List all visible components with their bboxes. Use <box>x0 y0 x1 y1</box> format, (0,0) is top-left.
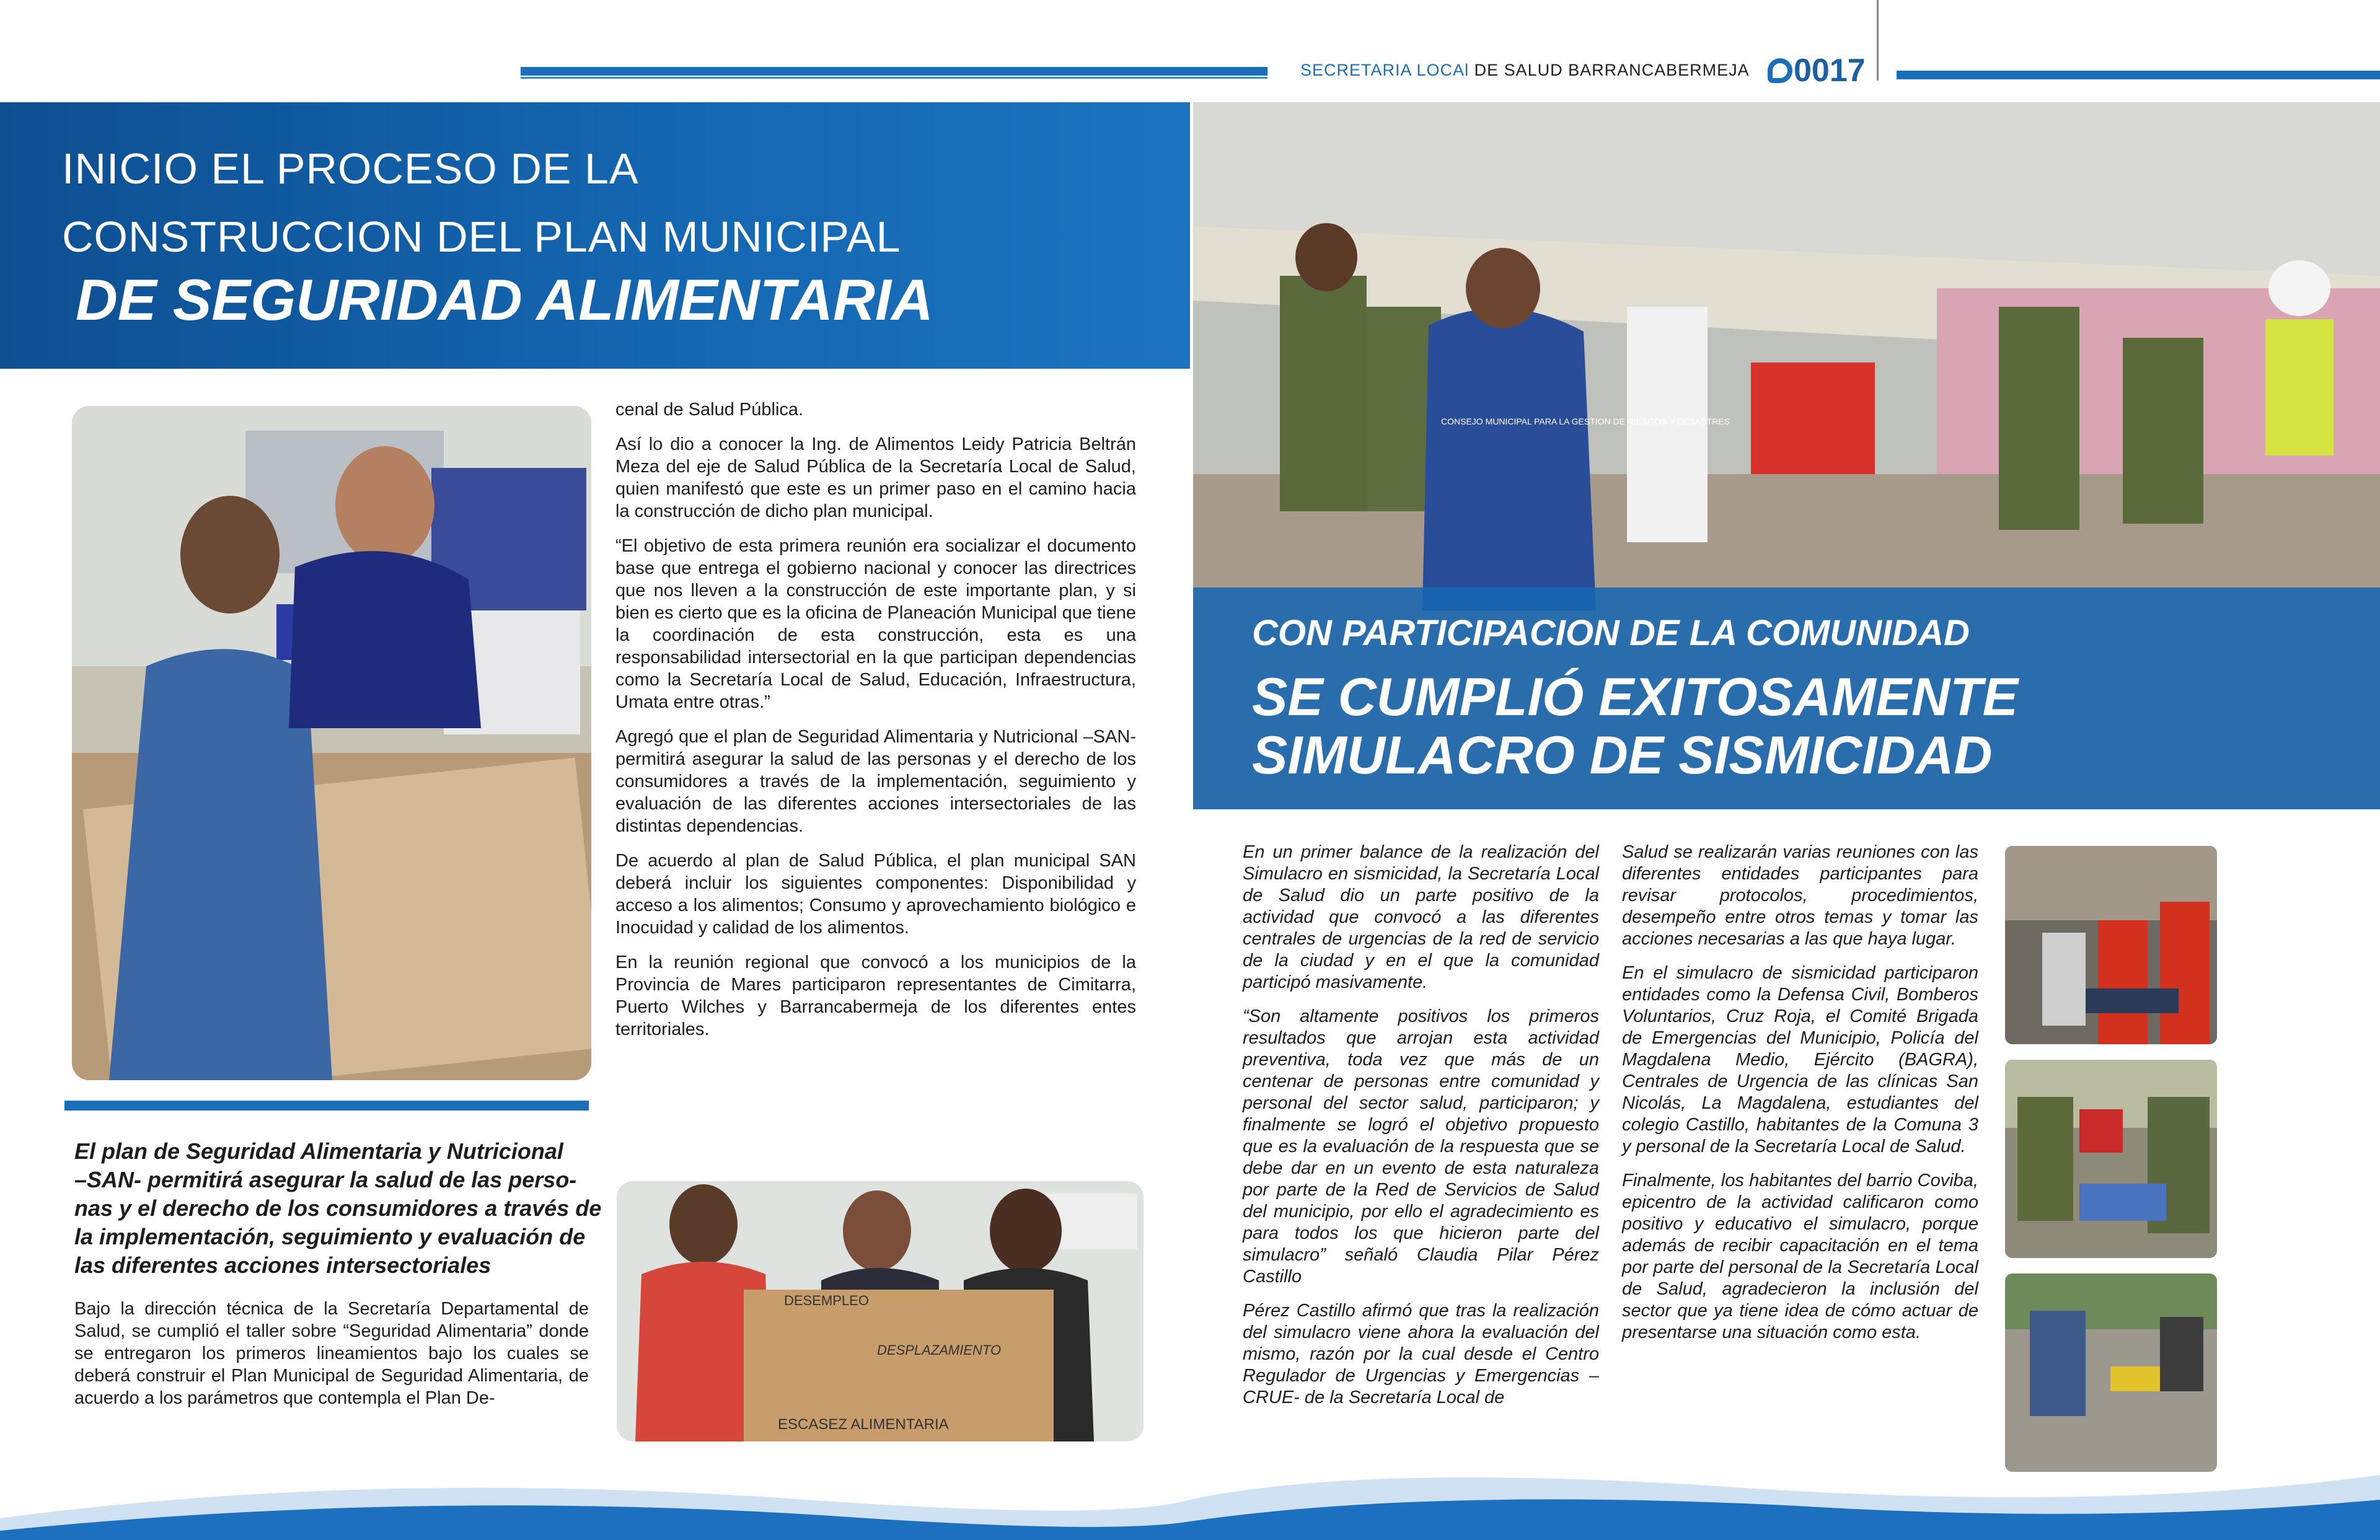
page-number <box>1768 52 1866 89</box>
soldiers-photo-icon <box>2005 1060 2217 1258</box>
left-col2-p5: De acuerdo al plan de Salud Pública, el plan municipal SAN deberá incluir los siguientes componentes: Disponibilidad y acceso a los alimentos; Consumo y aprovechamiento biológico e Inocuidad y calidad de los alimentos. <box>615 851 1136 938</box>
bottom-wave <box>0 1463 2380 1540</box>
right-col1-p2: “Son altamente positivos los primeros resultados que arrojan esta actividad preventiva, toda vez que más de un centenar de personas entre comunidad y personal del sector salud, participaron; y finalmente se logró el objetivo propuesto que es la evaluación de la respuesta que se debe dar en un evento de esta naturaleza por parte de la Red de Servicios de Salud del municipio, por ello el agradecimiento es para todos los que hicieron parte del simulacro” señaló Claudia Pilar Pérez Castillo <box>1243 1006 1599 1287</box>
left-col1-paragraph: Bajo la dirección técnica de la Secretaría Departamental de Salud, se cumplió el taller sobre “Seguridad Alimentaria” donde se entregaron los primeros lineamientos bajo los cuales se deberá construir el Plan Municipal de Seguridad Alimentaria, de acuerdo a los parámetros que contempla el Plan De- <box>74 1299 589 1408</box>
section-title <box>1300 61 1750 80</box>
header-rule-right <box>1897 71 2380 79</box>
photo-soldiers-aid <box>2005 1060 2217 1258</box>
photo-poster-group <box>617 1181 1144 1441</box>
page-number-text: 0017 <box>1794 53 1866 89</box>
stretcher-photo-icon <box>2005 1274 2217 1472</box>
header-rule-thin <box>521 77 1267 79</box>
pull-quote-line-1: El plan de Seguridad Alimentaria y Nutricional <box>74 1138 563 1164</box>
title-line-2: CONSTRUCCION DEL PLAN MUNICIPAL <box>62 213 901 261</box>
left-col2-p3: “El objetivo de esta primera reunión era socializar el documento base que entrega el gobierno nacional y conocer las directrices que nos lleven a la construcción de este importante plan, y si bien es cierto que es la oficina de Planeación Municipal que tiene la coordinación de esta construcción, esta es una responsabilidad intersectorial en la que participan dependencias como la Secretaría Local de Salud, Educación, Infraestructura, Umata entre otras.” <box>615 536 1136 712</box>
pull-quote-line-5: las diferentes acciones intersectoriales <box>74 1252 491 1278</box>
poster-middle: DESPLAZAMIENTO <box>877 1342 1002 1358</box>
header-divider <box>1877 0 1879 81</box>
vest-text: CONSEJO MUNICIPAL PARA LA GESTION DE RIESGOS Y DESASTRES <box>1441 416 1730 426</box>
left-col2-text <box>615 398 1136 1053</box>
left-col2-p6: En la reunión regional que convocó a los municipios de la Provincia de Mares participaron representantes de Cimitarra, Puerto Wilches y Barrancabermeja de los diferentes entes territoriales. <box>615 953 1136 1039</box>
right-col2-p1: Salud se realizarán varias reuniones con las diferentes entidades participantes para revisar protocolos, procedimientos, desempeño entre otros temas y tomar las acciones necesarias a las que haya lugar. <box>1622 842 1978 949</box>
pull-quote-line-4: la implementación, seguimiento y evaluación de <box>74 1224 586 1249</box>
rescuers-photo-icon <box>2005 846 2217 1044</box>
left-col1-text <box>74 1298 589 1422</box>
header-rule-left <box>521 67 1267 76</box>
right-title-line-3: SIMULACRO DE SISMICIDAD <box>1252 726 1993 785</box>
right-col2-p2: En el simulacro de sismicidad participaron entidades como la Defensa Civil, Bomberos Voluntarios, Cruz Roja, el Comité Brigada de Emergencias del Municipio, Policía del Magdalena Medio, Ejército (BAGRA), Centrales de Urgencia de las clínicas San Nicolás, La Magdalena, estudiantes del colegio Castillo, habitantes de la Comuna 3 y personal de la Secretaría Local de Salud. <box>1622 963 1978 1156</box>
right-col1-p1: En un primer balance de la realización del Simulacro en sismicidad, la Secretaría Local de Salud dio un parte positivo de la actividad que convocó a las diferentes centrales de urgencias de la red de servicio de la ciudad y en el que la comunidad participó masivamente. <box>1243 842 1599 992</box>
right-col1-text <box>1243 842 1599 1421</box>
left-col2-p4: Agregó que el plan de Seguridad Alimentaria y Nutricional –SAN- permitirá asegurar la salud de las personas y el derecho de los consumidores a través de la implementación, seguimiento y evaluación de las diferentes acciones intersectoriales de las distintas dependencias. <box>615 727 1136 836</box>
right-title-line-2: SE CUMPLIÓ EXITOSAMENTE <box>1252 667 2018 727</box>
poster-photo-icon <box>617 1181 1144 1441</box>
poster-bottom: ESCASEZ ALIMENTARIA <box>778 1416 949 1433</box>
right-col2-text <box>1622 842 1978 1356</box>
pull-quote-line-3: nas y el derecho de los consumidores a través de <box>74 1195 602 1221</box>
photo-rescuers <box>2005 846 2217 1044</box>
left-divider-rule <box>64 1101 589 1111</box>
title-line-1: INICIO EL PROCESO DE LA <box>62 144 639 193</box>
page-logo-icon <box>1768 58 1792 83</box>
photo-meeting <box>72 406 591 1080</box>
pull-quote-line-2: –SAN- permitirá asegurar la salud de las perso- <box>74 1167 577 1192</box>
meeting-photo-icon <box>72 406 591 1080</box>
title-line-3: DE SEGURIDAD ALIMENTARIA <box>76 267 933 332</box>
section-title-prefix: SECRETARIA LOCAl <box>1300 61 1470 79</box>
right-title-line-1: CON PARTICIPACION DE LA COMUNIDAD <box>1252 613 1970 653</box>
right-col1-p3: Pérez Castillo afirmó que tras la realización del simulacro viene ahora la evaluación del mismo, razón por la cual desde el Centro Regulador de Urgencias y Emergencias –CRUE- de la Secretaría Local de <box>1243 1301 1599 1407</box>
left-col2-p1: cenal de Salud Pública. <box>615 400 804 420</box>
poster-heading: DESEMPLEO <box>784 1293 869 1308</box>
photo-stretcher <box>2005 1274 2217 1472</box>
section-title-rest: DE SALUD BARRANCABERMEJA <box>1469 61 1750 79</box>
right-col2-p3: Finalmente, los habitantes del barrio Coviba, epicentro de la actividad calificaron como positivo y educativo el simulacro, porque además de recibir capacitación en el tema por parte del personal de la Secretaría Local de Salud, agradecieron la inclusión del sector que ya tiene idea de cómo actuar de presentarse una situación como esta. <box>1622 1171 1978 1342</box>
left-col2-p2: Así lo dio a conocer la Ing. de Alimentos Leidy Patricia Beltrán Meza del eje de Salud Pública de la Secretaría Local de Salud, quien manifestó que este es un primer paso en el camino hacia la construcción de dicho plan municipal. <box>615 434 1136 521</box>
